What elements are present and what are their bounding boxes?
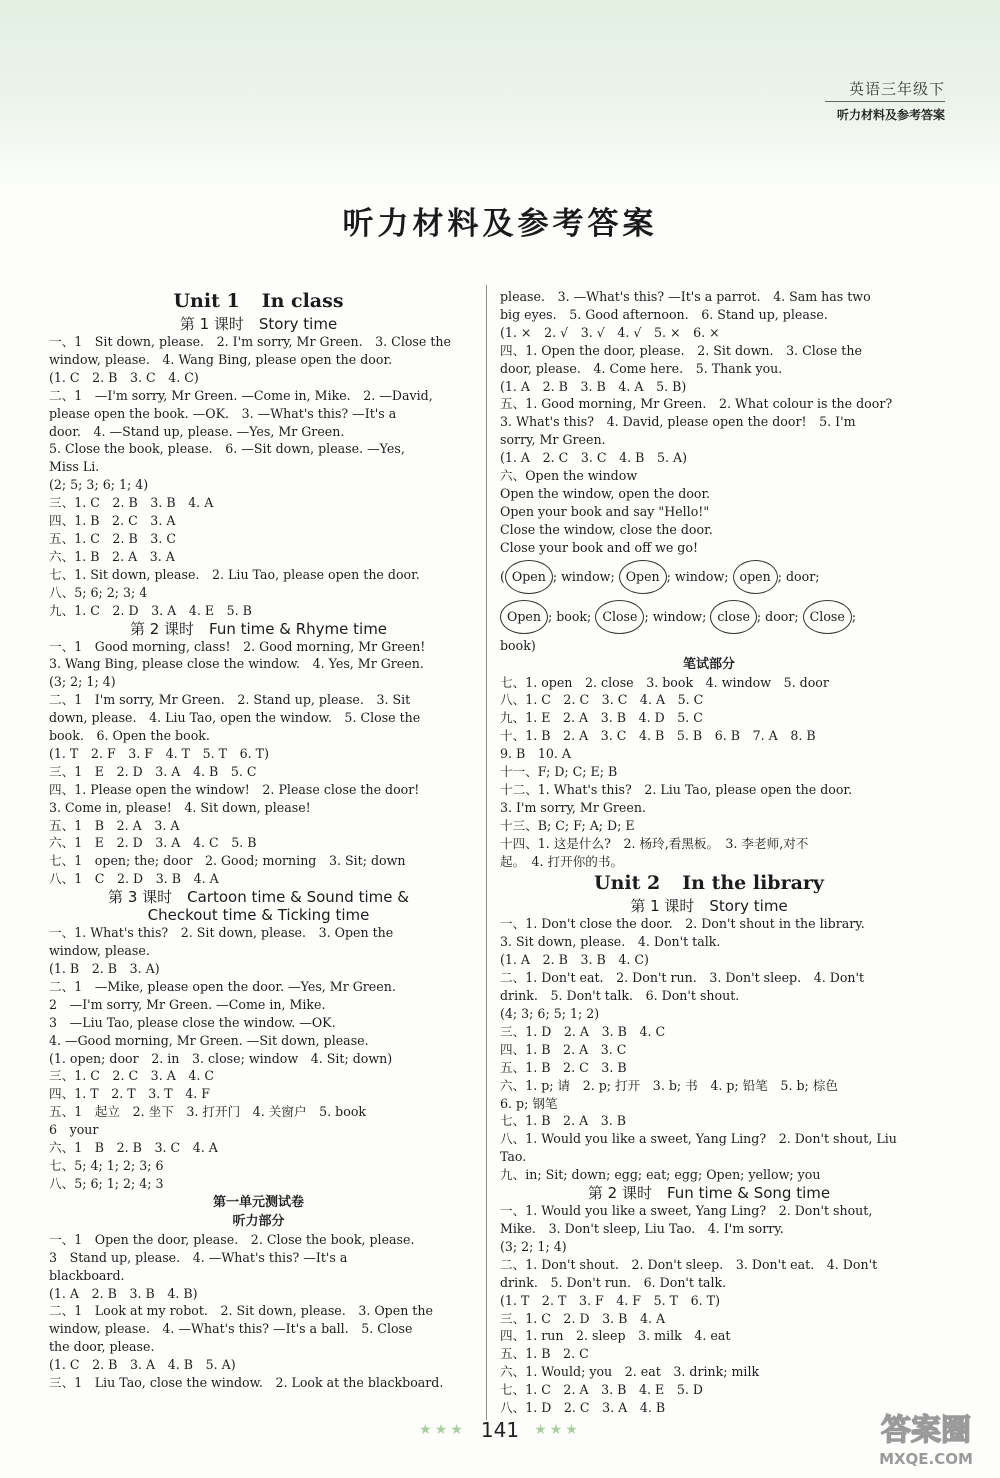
answer-line: 七、1 open; the; door 2. Good; morning 3. Sit; down <box>49 853 406 869</box>
answer-line: 六、1. Would; you 2. eat 3. drink; milk <box>500 1364 760 1380</box>
answer-line: drink. 5. Don't talk. 6. Don't shout. <box>500 988 740 1004</box>
answer-line: 九、1. E 2. A 3. B 4. D 5. C <box>500 710 703 726</box>
plain-text: ; window; <box>666 568 733 584</box>
answer-line: (4; 3; 6; 5; 1; 2) <box>500 1006 600 1021</box>
answer-line: window, please. 4. Wang Bing, please open the door. <box>49 351 393 367</box>
answer-line: 五、1 B 2. A 3. A <box>49 817 180 833</box>
answer-line: 一、1. Would you like a sweet, Yang Ling? 2. Don't shout, <box>500 1203 873 1219</box>
answer-line: 九、in; Sit; down; egg; eat; egg; Open; yellow; you <box>500 1167 821 1183</box>
answer-line: 三、1 E 2. D 3. A 4. B 5. C <box>49 763 257 779</box>
circled-words-line <box>500 597 918 637</box>
answer-line: (1. T 2. F 3. F 4. T 5. T 6. T) <box>49 745 269 761</box>
circled-word: close <box>710 600 757 634</box>
answer-line: 十三、B; C; F; A; D; E <box>500 817 635 833</box>
answer-line: 八、1. D 2. C 3. A 4. B <box>500 1400 666 1416</box>
answer-line: 十二、1. What's this? 2. Liu Tao, please open the door. <box>500 781 853 797</box>
answer-line: 二、1. Don't eat. 2. Don't run. 3. Don't sleep. 4. Don't <box>500 970 865 986</box>
answer-line: 3. Sit down, please. 4. Don't talk. <box>500 934 721 950</box>
answer-line: 3. Wang Bing, please close the window. 4. Yes, Mr Green. <box>49 656 424 672</box>
answer-line: 八、5; 6; 1; 2; 4; 3 <box>49 1175 164 1191</box>
answer-line: 一、1 Open the door, please. 2. Close the book, please. <box>49 1231 415 1247</box>
answer-line: Tao. <box>500 1149 527 1165</box>
answer-line: 十四、1. 这是什么? 2. 杨玲,看黑板。 3. 李老师,对不 <box>500 835 809 851</box>
circled-word: Open <box>500 600 548 634</box>
circled-word: Open <box>505 560 553 594</box>
watermark-logo <box>866 1402 986 1470</box>
page-title: 听力材料及参考答案 <box>342 206 658 242</box>
plain-text: ; door; <box>777 568 820 584</box>
plain-text: ; door; <box>756 608 803 624</box>
answer-line: 4. —Good morning, Mr Green. —Sit down, please. <box>49 1032 369 1048</box>
unit-number: Unit 1 <box>173 290 240 312</box>
answer-line: 五、1. Good morning, Mr Green. 2. What colour is the door? <box>500 396 893 412</box>
answer-line: 七、1. C 2. A 3. B 4. E 5. D <box>500 1382 703 1398</box>
section-title: 笔试部分 <box>682 656 735 672</box>
lesson-title: Checkout time & Ticking time <box>147 906 370 925</box>
answer-line: Mike. 3. Don't sleep, Liu Tao. 4. I'm sorry. <box>500 1220 784 1236</box>
answer-line: (1. C 2. B 3. A 4. B 5. A) <box>49 1357 236 1373</box>
unit-name: In the library <box>682 872 824 895</box>
answer-line: 二、1. Don't shout. 2. Don't sleep. 3. Don't eat. 4. Don't <box>500 1256 878 1272</box>
answer-line: 四、1. Please open the window! 2. Please close the door! <box>49 781 420 797</box>
answer-line: 6. p; 钢笔 <box>500 1095 558 1111</box>
header-subtitle: 听力材料及参考答案 <box>836 108 945 122</box>
unit-number: Unit 2 <box>594 872 661 895</box>
answer-line: 四、1. B 2. C 3. A <box>49 513 176 529</box>
answer-line: please open the book. —OK. 3. —What's this? —It's a <box>49 405 397 421</box>
answer-line: 五、1. C 2. B 3. C <box>49 530 176 546</box>
answer-line: 三、1. C 2. C 3. A 4. C <box>49 1068 215 1084</box>
answer-line: 三、1 Liu Tao, close the window. 2. Look at the blackboard. <box>49 1375 444 1391</box>
answer-line: 五、1 起立 2. 坐下 3. 打开门 4. 关窗户 5. book <box>49 1104 367 1120</box>
answer-line: 七、1. open 2. close 3. book 4. window 5. door <box>500 674 829 690</box>
answer-line: big eyes. 5. Good afternoon. 6. Stand up, please. <box>500 306 828 322</box>
footer-stars-left: ★★★ <box>419 1422 466 1438</box>
answer-line: 八、1 C 2. D 3. B 4. A <box>49 871 219 887</box>
unit-title <box>500 870 918 897</box>
lesson-title: 第 1 课时 Story time <box>179 315 338 333</box>
answer-line: please. 3. —What's this? —It's a parrot. 4. Sam has two <box>500 289 871 304</box>
circled-words-line <box>500 557 918 597</box>
unit-name: In class <box>261 290 344 312</box>
answer-line: 八、1. Would you like a sweet, Yang Ling? 2. Don't shout, Liu <box>500 1131 897 1147</box>
answer-line: 3 —Liu Tao, please close the window. —OK. <box>49 1014 336 1030</box>
answer-line: (1. A 2. B 3. B 4. B) <box>49 1285 198 1301</box>
watermark-url: MXQE.COM <box>879 1450 973 1468</box>
answer-line: 六、1. B 2. A 3. A <box>49 548 175 564</box>
answer-line: Open the window, open the door. <box>500 485 711 501</box>
answer-line: sorry, Mr Green. <box>500 432 606 448</box>
answer-line: (1. B 2. B 3. A) <box>49 961 160 976</box>
plain-text: ; window; <box>644 608 711 624</box>
page-number: 141 <box>480 1418 520 1442</box>
circled-word: Close <box>803 600 852 634</box>
answer-line: (1. A 2. B 3. B 4. C) <box>500 952 649 968</box>
answer-line: 三、1. C 2. D 3. B 4. A <box>500 1310 666 1326</box>
left-column <box>49 288 468 1392</box>
answer-line: 四、1. run 2. sleep 3. milk 4. eat <box>500 1328 731 1344</box>
answer-line: blackboard. <box>49 1267 125 1283</box>
answer-line: 八、5; 6; 2; 3; 4 <box>49 584 148 600</box>
answer-line: 3. I'm sorry, Mr Green. <box>500 799 646 815</box>
answer-line: window, please. <box>49 943 150 959</box>
answer-line: 五、1. B 2. C 3. B <box>500 1059 627 1075</box>
answer-line: (3; 2; 1; 4) <box>49 674 116 690</box>
paren: ( <box>500 568 505 584</box>
answer-line: door. 4. —Stand up, please. —Yes, Mr Green. <box>49 423 345 439</box>
answer-line: 五、1. B 2. C <box>500 1346 589 1362</box>
circled-word: Open <box>619 560 667 594</box>
answer-line: 六、1. p; 请 2. p; 打开 3. b; 书 4. p; 铅笔 5. b; 棕色 <box>500 1077 838 1093</box>
running-header <box>825 78 945 123</box>
answer-line: 六、1 B 2. B 3. C 4. A <box>49 1140 218 1156</box>
answer-line: 七、1. B 2. A 3. B <box>500 1113 627 1129</box>
answer-line: drink. 5. Don't run. 6. Don't talk. <box>500 1274 727 1290</box>
answer-line: 三、1. D 2. A 3. B 4. C <box>500 1023 666 1039</box>
answer-line: book) <box>500 637 536 653</box>
footer-stars-right: ★★★ <box>534 1422 581 1438</box>
answer-line: window, please. 4. —What's this? —It's a ball. 5. Close <box>49 1321 413 1337</box>
circled-word: open <box>733 560 778 594</box>
answer-line: 八、1. C 2. C 3. C 4. A 5. C <box>500 692 704 708</box>
answer-line: 九、1. C 2. D 3. A 4. E 5. B <box>49 602 252 618</box>
answer-line: the door, please. <box>49 1339 155 1355</box>
answer-line: 3. What's this? 4. David, please open the door! 5. I'm <box>500 414 856 430</box>
answer-line: 一、1. What's this? 2. Sit down, please. 3. Open the <box>49 925 394 941</box>
answer-line: 六、Open the window <box>500 468 638 484</box>
header-title: 英语三年级下 <box>825 78 945 102</box>
column-divider <box>486 285 487 1420</box>
answer-line: 七、5; 4; 1; 2; 3; 6 <box>49 1157 164 1173</box>
lesson-title: 第 1 课时 Story time <box>630 897 788 916</box>
lesson-title: 第 3 课时 Cartoon time & Sound time & <box>108 888 409 907</box>
answer-line: 二、1 I'm sorry, Mr Green. 2. Stand up, please. 3. Sit <box>49 692 411 708</box>
answer-line: (1. open; door 2. in 3. close; window 4. Sit; down) <box>49 1050 393 1066</box>
answer-line: (1. C 2. B 3. C 4. C) <box>49 369 199 385</box>
answer-line: 十、1. B 2. A 3. C 4. B 5. B 6. B 7. A 8. B <box>500 728 816 744</box>
answer-line: Open your book and say "Hello!" <box>500 503 710 519</box>
answer-line: 起。 4. 打开你的书。 <box>500 853 624 869</box>
plain-text: ; window; <box>552 568 619 584</box>
answer-line: 一、1 Good morning, class! 2. Good morning, Mr Green! <box>49 638 426 654</box>
answer-line: 5. Close the book, please. 6. —Sit down, please. —Yes, <box>49 441 405 457</box>
unit-title <box>49 288 468 315</box>
answer-line: (1. T 2. T 3. F 4. F 5. T 6. T) <box>500 1292 720 1308</box>
circled-word: Close <box>595 600 644 634</box>
answer-line: (2; 5; 3; 6; 1; 4) <box>49 477 149 493</box>
answer-line: book. 6. Open the book. <box>49 728 210 744</box>
answer-line: 二、1 Look at my robot. 2. Sit down, please. 3. Open the <box>49 1303 433 1319</box>
answer-line: 一、1. Don't close the door. 2. Don't shout in the library. <box>500 916 865 932</box>
answer-line: door, please. 4. Come here. 5. Thank you. <box>500 360 783 376</box>
answer-line: 三、1. C 2. B 3. B 4. A <box>49 495 214 511</box>
answer-line: Close your book and off we go! <box>500 539 699 555</box>
answer-line: 二、1 —I'm sorry, Mr Green. —Come in, Mike. 2. —David, <box>49 387 433 403</box>
answer-line: (1. A 2. C 3. C 4. B 5. A) <box>500 450 688 466</box>
answer-line: 四、1. B 2. A 3. C <box>500 1041 627 1057</box>
answer-line: 二、1 —Mike, please open the door. —Yes, Mr Green. <box>49 978 396 994</box>
answer-line: 2 —I'm sorry, Mr Green. —Come in, Mike. <box>49 996 326 1012</box>
plain-text: ; <box>851 608 857 624</box>
answer-line: (1. × 2. √ 3. √ 4. √ 5. × 6. × <box>500 324 720 340</box>
answer-line: 3. Come in, please! 4. Sit down, please! <box>49 799 311 815</box>
answer-line: Miss Li. <box>49 459 100 475</box>
answer-line: 6 your <box>49 1122 99 1138</box>
answer-line: 六、1 E 2. D 3. A 4. C 5. B <box>49 835 257 851</box>
answer-line: down, please. 4. Liu Tao, open the window. 5. Close the <box>49 710 421 726</box>
answer-line: 3 Stand up, please. 4. —What's this? —It's a <box>49 1249 348 1265</box>
lesson-title: 第 2 课时 Fun time & Song time <box>587 1184 831 1203</box>
answer-line: Close the window, close the door. <box>500 521 713 537</box>
answer-line: (1. A 2. B 3. B 4. A 5. B) <box>500 378 687 394</box>
section-title: 第一单元测试卷 <box>212 1194 304 1210</box>
answer-line: 十一、F; D; C; E; B <box>500 764 618 780</box>
answer-line: 四、1. Open the door, please. 2. Sit down. 3. Close the <box>500 342 862 358</box>
page-footer <box>0 1418 1000 1442</box>
answer-line: (3; 2; 1; 4) <box>500 1238 567 1254</box>
plain-text: ; book; <box>547 608 596 624</box>
answer-line: 四、1. T 2. T 3. T 4. F <box>49 1086 210 1102</box>
answer-line: 9. B 10. A <box>500 746 571 762</box>
answer-line: 七、1. Sit down, please. 2. Liu Tao, please open the door. <box>49 566 420 582</box>
answer-line: 一、1 Sit down, please. 2. I'm sorry, Mr Green. 3. Close the <box>49 334 451 349</box>
section-title: 听力部分 <box>232 1213 285 1229</box>
lesson-title: 第 2 课时 Fun time & Rhyme time <box>129 619 388 638</box>
right-column <box>500 288 918 1417</box>
watermark-text: 答案圈 <box>881 1413 971 1448</box>
